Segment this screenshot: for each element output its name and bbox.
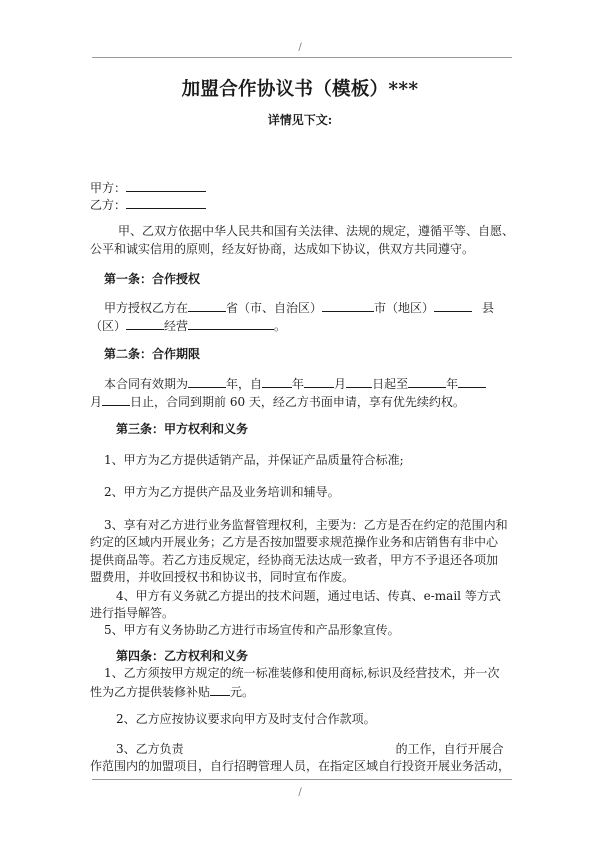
party-b-label: 乙方： xyxy=(90,198,127,212)
s1-text-g: 。 xyxy=(274,319,287,333)
s4-text-d: 的工作，自行开展合 xyxy=(395,742,504,756)
section-4-item-3-line-1 xyxy=(116,741,504,757)
section-4-heading: 第四条：乙方权利和义务 xyxy=(116,649,249,663)
section-1-line-2 xyxy=(90,317,286,334)
s1-text-c: 市（地区） xyxy=(374,301,435,315)
end-year-blank xyxy=(408,375,446,388)
city-blank xyxy=(322,299,374,312)
s1-text-b: 省（市、自治区） xyxy=(226,301,323,315)
section-3-item-3-line-4: 盟费用，并收回授权书和协议书，同时宣布作废。 xyxy=(90,570,355,584)
section-4-item-3-line-2: 作范围内的加盟项目，自行招聘管理人员，在指定区域自行投资开展业务活动， xyxy=(90,759,511,773)
section-1-heading: 第一条：合作授权 xyxy=(104,272,201,286)
s2-text-c: 年 xyxy=(292,377,305,391)
section-2-line-1 xyxy=(104,375,486,392)
section-2-line-2 xyxy=(90,393,465,410)
section-3-item-4-line-2: 进行指导解答。 xyxy=(90,606,175,620)
end-day-blank xyxy=(102,393,130,406)
start-month-blank xyxy=(304,375,334,388)
province-blank xyxy=(188,299,226,312)
party-a-blank xyxy=(126,179,206,192)
section-3-item-3-line-1: 3、享有对乙方进行业务监督管理权利，主要为：乙方是否在约定的范围内和 xyxy=(104,518,508,532)
section-3-item-3-line-2: 约定的区域内开展业务；乙方是否按加盟要求规范操作业务和店销售有非中心 xyxy=(90,535,499,549)
party-b-blank xyxy=(126,196,206,209)
section-3-item-5: 5、甲方有义务协助乙方进行市场宣传和产品形象宣传。 xyxy=(104,623,400,637)
s4-text-b: 元。 xyxy=(230,685,255,699)
s2-text-f: 年 xyxy=(446,377,459,391)
footer-rule xyxy=(92,779,512,780)
section-2-heading: 第二条：合作期限 xyxy=(104,347,201,361)
intro-line-2: 公平和诚实信用的原则，经友好协商，达成如下协议，供双方共同遵守。 xyxy=(90,242,475,256)
start-day-blank xyxy=(346,375,372,388)
party-b-line xyxy=(90,196,206,213)
section-4-item-1-line-2 xyxy=(90,683,254,700)
term-years-blank xyxy=(188,375,226,388)
document-subtitle: 详情见下文: xyxy=(267,113,333,127)
document-title: 加盟合作协议书（模板）*** xyxy=(181,79,419,100)
s4-text-c: 3、乙方负责 xyxy=(116,742,184,756)
party-a-line xyxy=(90,179,206,196)
s2-text-e: 日起至 xyxy=(372,377,409,391)
intro-line-1: 甲、乙双方依据中华人民共和国有关法律、法规的规定，遵循平等、自愿、 xyxy=(118,224,515,238)
end-month-blank xyxy=(458,375,486,388)
s1-text-d: 县 xyxy=(482,301,495,315)
s1-text-e: （区） xyxy=(90,319,127,333)
section-3-item-4-line-1: 4、甲方有义务就乙方提出的技术问题，通过电话、传真、e-mail 等方式 xyxy=(116,589,501,603)
section-4-item-1-line-1: 1、乙方须按甲方规定的统一标准装修和使用商标,标识及经营技术，并一次 xyxy=(104,666,500,680)
section-3-item-3-line-3: 提供商品等。若乙方违反规定，经协商无法达成一致者，甲方不予退还各项加 xyxy=(90,553,499,567)
section-1-line-1 xyxy=(104,299,494,316)
s1-text-f: 经营 xyxy=(164,319,189,333)
section-4-item-2: 2、乙方应按协议要求向甲方及时支付合作款项。 xyxy=(116,712,376,726)
county-blank xyxy=(434,299,472,312)
s4-text-a: 性为乙方提供装修补贴 xyxy=(90,685,211,699)
s2-text-d: 月 xyxy=(334,377,347,391)
party-a-label: 甲方： xyxy=(90,181,127,195)
s2-text-b: 年，自 xyxy=(226,377,263,391)
header-rule xyxy=(92,57,512,58)
s2-text-h: 日止，合同到期前 60 天，经乙方书面申请，享有优先续约权。 xyxy=(130,395,465,409)
start-year-blank xyxy=(262,375,292,388)
section-3-heading: 第三条：甲方权利和义务 xyxy=(116,422,249,436)
subsidy-amount-blank xyxy=(210,683,230,696)
s2-text-a: 本合同有效期为 xyxy=(104,377,189,391)
section-3-item-1: 1、甲方为乙方提供适销产品，并保证产品质量符合标准; xyxy=(104,453,404,467)
top-page-mark: / xyxy=(298,42,302,53)
district-blank xyxy=(126,317,164,330)
bottom-page-mark: / xyxy=(298,787,302,798)
s1-text-a: 甲方授权乙方在 xyxy=(104,301,189,315)
section-3-item-2: 2、甲方为乙方提供产品及业务培训和辅导。 xyxy=(104,485,340,499)
s2-text-g: 月 xyxy=(90,395,103,409)
business-scope-blank xyxy=(188,317,274,330)
